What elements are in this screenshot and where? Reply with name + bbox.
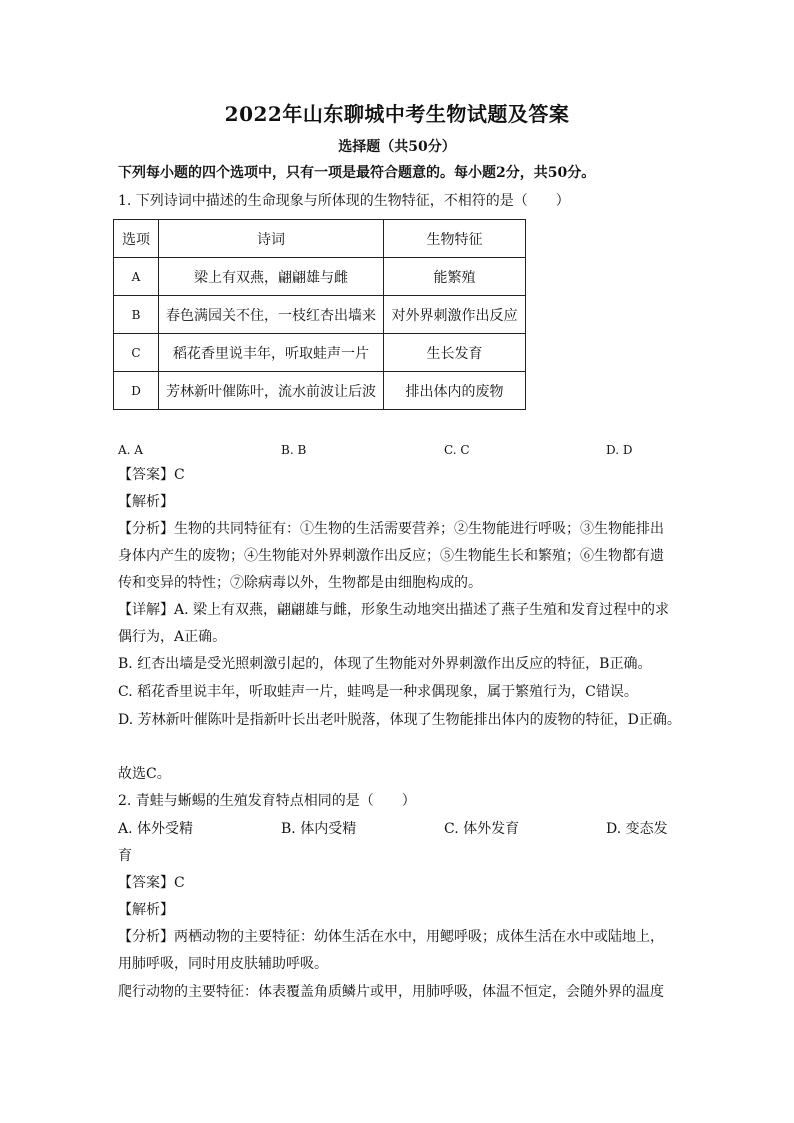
document-title: 2022年山东聊城中考生物试题及答案 <box>224 102 570 126</box>
question-2-option-a: A. 体外受精 <box>118 821 194 837</box>
table-cell: 芳林新叶催陈叶，流水前波让后波 <box>159 372 384 410</box>
table-cell: 春色满园关不住，一枝红杏出墙来 <box>159 296 384 334</box>
question-1-analysis-line: 【分析】生物的共同特征有：①生物的生活需要营养；②生物能进行呼吸；③生物能排出 <box>118 521 664 537</box>
table-cell: 稻花香里说丰年，听取蛙声一片 <box>159 334 384 372</box>
question-2-stem: 2. 青蛙与蜥蜴的生殖发育特点相同的是（ ） <box>118 793 416 809</box>
table-header-row <box>114 220 526 258</box>
table-cell: 对外界刺激作出反应 <box>384 296 526 334</box>
question-1-option-a: A. A <box>118 443 143 457</box>
question-1-analysis-line: 身体内产生的废物；④生物能对外界刺激作出反应；⑤生物能生长和繁殖；⑥生物都有遗 <box>118 548 664 564</box>
question-2-option-d: D. 变态发 <box>606 821 668 837</box>
table-cell: 生长发育 <box>384 334 526 372</box>
question-1-analysis-line: 传和变异的特性；⑦除病毒以外，生物都是由细胞构成的。 <box>118 575 482 591</box>
question-1-analysis-line: C. 稻花香里说丰年，听取蛙声一片，蛙鸣是一种求偶现象，属于繁殖行为，C错误。 <box>118 684 638 700</box>
table-row <box>114 296 526 334</box>
table-header-cell: 选项 <box>114 220 159 258</box>
table-header-cell: 诗词 <box>159 220 384 258</box>
instruction-text: 下列每小题的四个选项中，只有一项是最符合题意的。每小题2分，共50分。 <box>118 165 596 181</box>
question-1-stem: 1. 下列诗词中描述的生命现象与所体现的生物特征，不相符的是（ ） <box>118 193 570 209</box>
question-2-analysis-label: 【解析】 <box>118 902 174 918</box>
question-1-analysis-line: 偶行为，A正确。 <box>118 629 227 645</box>
table-cell: 排出体内的废物 <box>384 372 526 410</box>
question-2-option-b: B. 体内受精 <box>281 821 357 837</box>
question-1-conclusion: 故选C。 <box>118 766 171 782</box>
question-2-option-c: C. 体外发育 <box>444 821 520 837</box>
section-heading: 选择题（共50分） <box>338 139 456 155</box>
question-2-answer: 【答案】C <box>118 875 185 891</box>
table-row <box>114 334 526 372</box>
table-cell: 能繁殖 <box>384 258 526 296</box>
question-1-option-b: B. B <box>281 443 307 457</box>
table-row <box>114 372 526 410</box>
question-1-analysis-line: D. 芳林新叶催陈叶是指新叶长出老叶脱落，体现了生物能排出体内的废物的特征，D正确。 <box>118 712 681 728</box>
question-1-analysis-line: 【详解】A. 梁上有双燕，翩翩雄与雌，形象生动地突出描述了燕子生殖和发育过程中的求 <box>118 602 670 618</box>
table-cell: C <box>114 334 159 372</box>
question-1-analysis-label: 【解析】 <box>118 494 174 510</box>
table-cell: 梁上有双燕，翩翩雄与雌 <box>159 258 384 296</box>
table-header-cell: 生物特征 <box>384 220 526 258</box>
question-2-option-d-wrap: 育 <box>118 848 132 864</box>
table-cell: D <box>114 372 159 410</box>
question-2-analysis-line: 用肺呼吸，同时用皮肤辅助呼吸。 <box>118 956 328 972</box>
question-2-analysis-line: 【分析】两栖动物的主要特征：幼体生活在水中，用鳃呼吸；成体生活在水中或陆地上， <box>118 929 664 945</box>
question-1-answer: 【答案】C <box>118 467 185 483</box>
question-1-analysis-line: B. 红杏出墙是受光照刺激引起的，体现了生物能对外界刺激作出反应的特征，B正确。 <box>118 656 652 672</box>
table-cell: B <box>114 296 159 334</box>
question-1-option-d: D. D <box>606 443 633 457</box>
table-cell: A <box>114 258 159 296</box>
question-1-table <box>113 219 526 410</box>
question-2-analysis-line: 爬行动物的主要特征：体表覆盖角质鳞片或甲，用肺呼吸，体温不恒定，会随外界的温度 <box>118 984 664 1000</box>
question-1-option-c: C. C <box>444 443 470 457</box>
table-row <box>114 258 526 296</box>
